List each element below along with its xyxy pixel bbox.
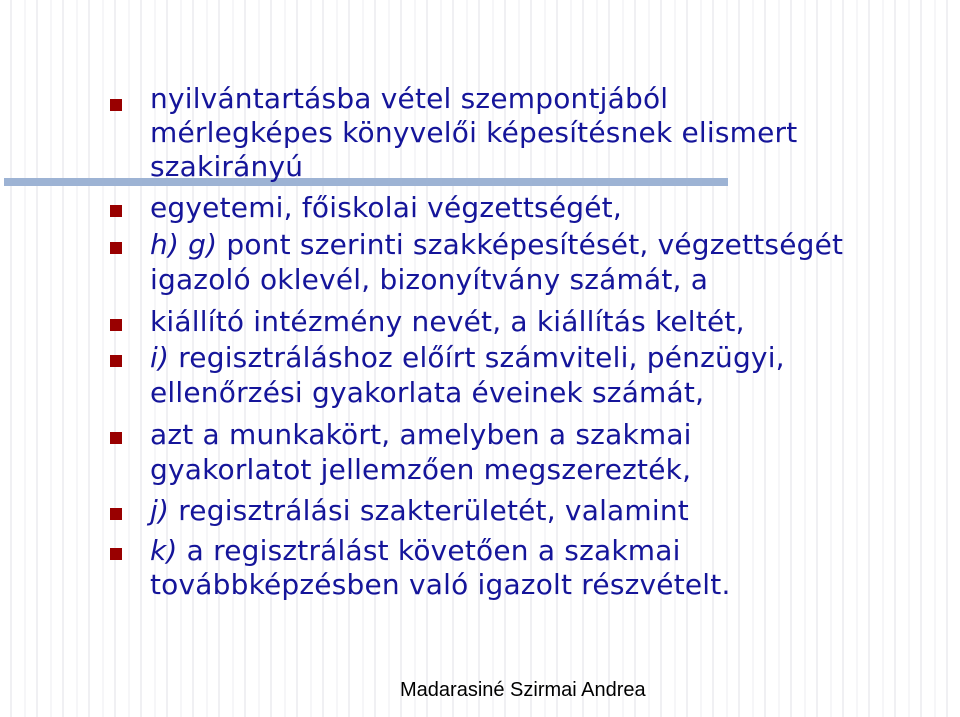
bullet-text: regisztrálási szakterületét, valamint: [169, 494, 689, 527]
bullet-text-line: [150, 534, 681, 568]
square-bullet-icon: [110, 242, 122, 254]
bullet-text-line: továbbképzésben való igazolt részvételt.: [150, 568, 731, 601]
square-bullet-icon: [110, 205, 122, 217]
bullet-text: a regisztrálást követően a szakmai: [177, 534, 681, 567]
bullet-text-line: mérlegképes könyvelői képesítésnek elismert: [150, 116, 798, 149]
bullet-text-line: gyakorlatot jellemzően megszerezték,: [150, 453, 692, 486]
footer-author: Madarasiné Szirmai Andrea: [400, 679, 646, 701]
item-letter-prefix: i): [150, 341, 170, 374]
bullet-text-line: igazoló oklevél, bizonyítvány számát, a: [150, 263, 709, 296]
square-bullet-icon: [110, 548, 122, 560]
bullet-text: pont szerinti szakképesítését, végzettségét: [217, 228, 844, 261]
item-letter-prefix: h) g): [150, 228, 218, 261]
bullet-text-line: [150, 341, 785, 375]
bullet-text-line: azt a munkakört, amelyben a szakmai: [150, 418, 692, 451]
bullet-text: regisztráláshoz előírt számviteli, pénzügyi,: [169, 341, 785, 374]
bullet-text-line: ellenőrzési gyakorlata éveinek számát,: [150, 376, 705, 409]
bullet-text-line: szakirányú: [150, 150, 304, 183]
item-letter-prefix: k): [150, 534, 178, 567]
square-bullet-icon: [110, 319, 122, 331]
square-bullet-icon: [110, 99, 122, 111]
bullet-text-line: [150, 494, 689, 528]
square-bullet-icon: [110, 508, 122, 520]
bullet-text-line: nyilvántartásba vétel szempontjából: [150, 82, 669, 115]
square-bullet-icon: [110, 355, 122, 367]
bullet-text-line: egyetemi, főiskolai végzettségét,: [150, 191, 622, 224]
square-bullet-icon: [110, 432, 122, 444]
item-letter-prefix: j): [150, 494, 170, 527]
bullet-text-line: kiállító intézmény nevét, a kiállítás keltét,: [150, 305, 745, 338]
bullet-text-line: [150, 228, 843, 262]
